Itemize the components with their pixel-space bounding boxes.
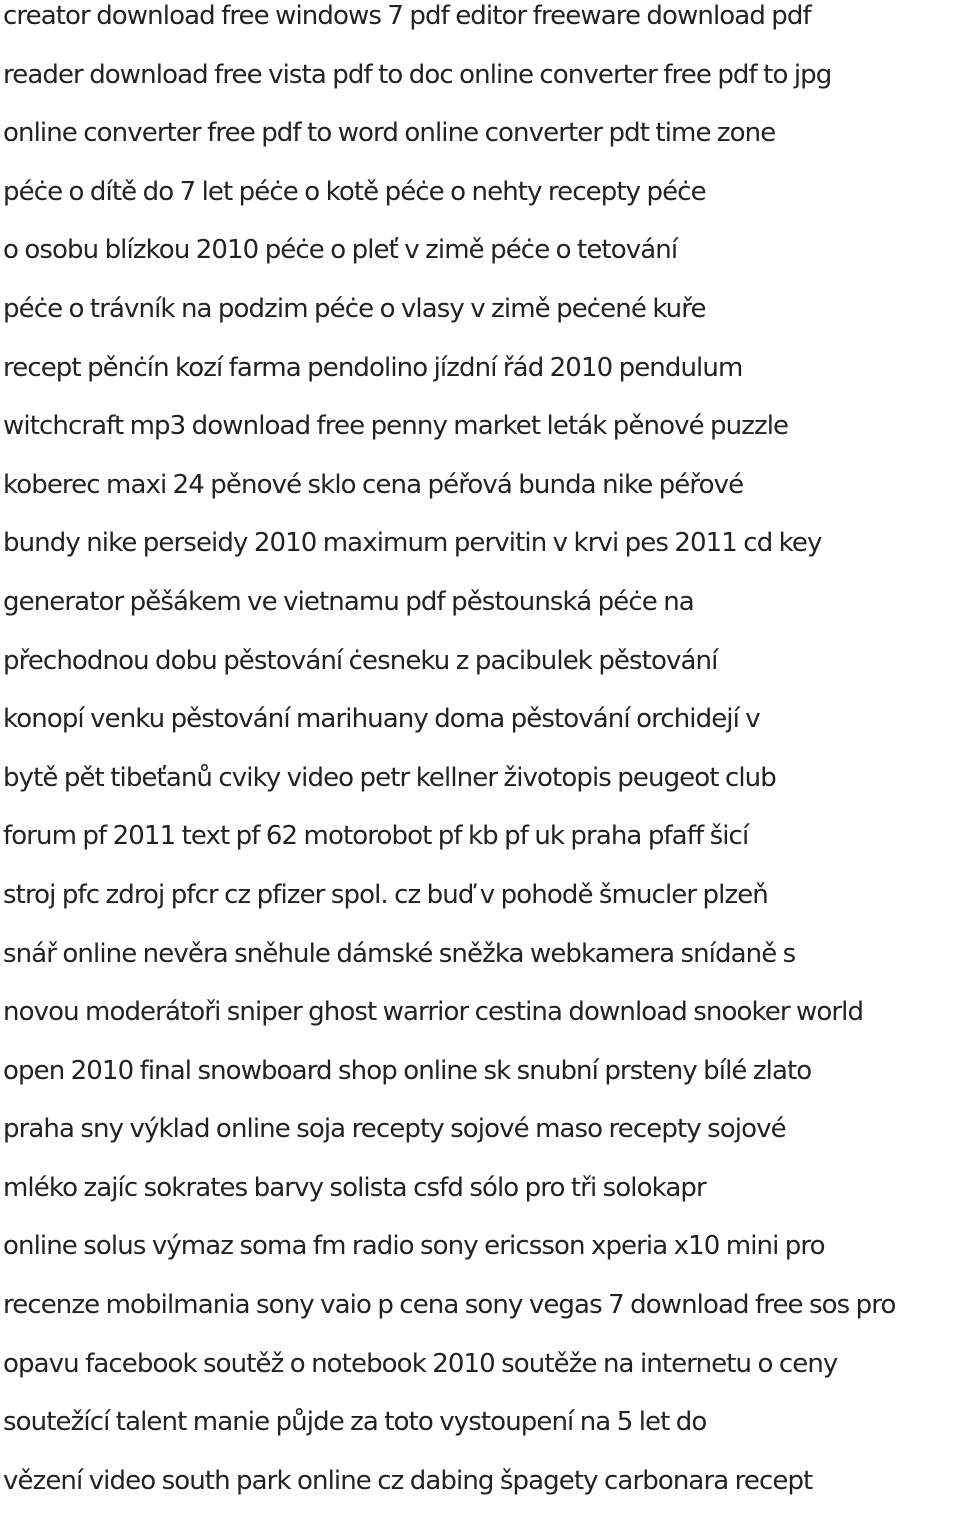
text-line: novou moderátoři sniper ghost warrior cestina download snooker world	[3, 997, 864, 1028]
text-line: reader download free vista pdf to doc online converter free pdf to jpg	[3, 59, 832, 90]
text-line: konopí venku pěstování marihuany doma pěstování orchidejí v	[3, 704, 760, 735]
text-line: opavu facebook soutěž o notebook 2010 soutěže na internetu o ceny	[3, 1348, 838, 1379]
text-line: přechodnou dobu pěstování ċesneku z pacibulek pěstování	[3, 645, 718, 676]
text-line: witchcraft mp3 download free penny market leták pěnové puzzle	[3, 411, 789, 442]
text-line: praha sny výklad online soja recepty sojové maso recepty sojové	[3, 1114, 786, 1145]
text-line: online converter free pdf to word online converter pdt time zone	[3, 118, 776, 149]
text-line: vězení video south park online cz dabing špagety carbonara recept	[3, 1465, 813, 1496]
text-line: stroj pfc zdroj pfcr cz pfizer spol. cz buď v pohodě šmucler plzeň	[3, 879, 768, 910]
text-line: forum pf 2011 text pf 62 motorobot pf kb pf uk praha pfaff šicí	[3, 821, 749, 852]
text-line: generator pěšákem ve vietnamu pdf pěstounská péċe na	[3, 586, 694, 617]
text-line: online solus výmaz soma fm radio sony ericsson xperia x10 mini pro	[3, 1231, 825, 1262]
body-text	[3, 0, 958, 1523]
text-line: o osobu blízkou 2010 péċe o pleť v zimě péċe o tetování	[3, 235, 678, 266]
text-line: recept pěnċín kozí farma pendolino jízdní řád 2010 pendulum	[3, 352, 743, 383]
text-line: mléko zajíc sokrates barvy solista csfd sólo pro tři solokapr	[3, 1172, 706, 1203]
text-line: bundy nike perseidy 2010 maximum pervitin v krvi pes 2011 cd key	[3, 528, 822, 559]
text-line: péċe o dítě do 7 let péċe o kotě péċe o nehty recepty péċe	[3, 176, 706, 207]
text-line: soutežící talent manie půjde za toto vystoupení na 5 let do	[3, 1407, 707, 1438]
text-line: recenze mobilmania sony vaio p cena sony vegas 7 download free sos pro	[3, 1290, 896, 1321]
text-line: open 2010 final snowboard shop online sk snubní prsteny bílé zlato	[3, 1055, 812, 1086]
text-line: péċe o trávník na podzim péċe o vlasy v zimě peċené kuře	[3, 293, 706, 324]
text-line: creator download free windows 7 pdf editor freeware download pdf	[3, 1, 811, 31]
text-line: snář online nevěra sněhule dámské sněžka webkamera snídaně s	[3, 938, 796, 969]
text-line: koberec maxi 24 pěnové sklo cena péřová bunda nike péřové	[3, 469, 744, 500]
text-line: bytě pět tibeťanů cviky video petr kellner životopis peugeot club	[3, 762, 776, 793]
